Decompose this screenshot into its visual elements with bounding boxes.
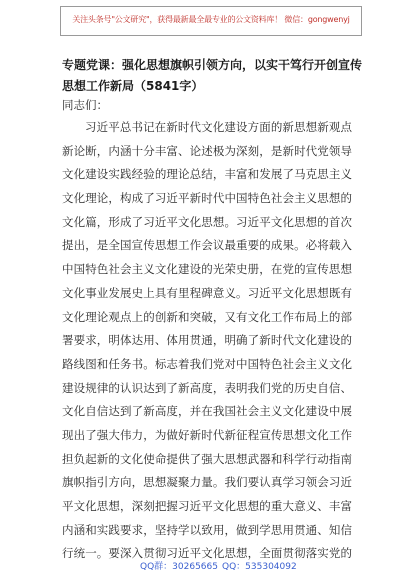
body-line: 文化篇，形成了习近平文化思想。习近平文化思想的首次 [62, 214, 352, 229]
body-line: 文化事业发展史上具有里程碑意义。习近平文化思想既有 [62, 285, 352, 300]
greeting: 同志们： [62, 98, 108, 112]
body-line: 平文化思想，深刻把握习近平文化思想的重大意义、丰富 [62, 499, 352, 513]
body-line: 文化理论，构成了习近平新时代中国特色社会主义思想的 [62, 191, 352, 206]
body-line: 新论断，内涵十分丰富、论述极为深刻，是新时代党领导 [62, 143, 352, 158]
body-line: 行统一。要深入贯彻习近平文化思想，全面贯彻落实党的 [62, 546, 352, 561]
body-line: 文化自信达到了新高度，并在我国社会主义文化建设中展 [62, 404, 352, 419]
body-line: 文化建设实践经验的理论总结，丰富和发展了马克思主义 [62, 167, 352, 182]
body-line: 署要求，明体达用、体用贯通，明确了新时代文化建设的 [62, 333, 352, 348]
document-title-line-1: 专题党课：强化思想旗帜引领方向，以实干笃行开创宣传 [62, 58, 363, 72]
document-title-line-2: 思想工作新局（5841字） [62, 79, 204, 93]
document-title [62, 55, 362, 97]
body-line: 建设规律的认识达到了新高度，表明我们党的历史自信、 [62, 380, 352, 395]
body-line: 路线图和任务书。标志着我们党对中国特色社会主义文化 [62, 356, 352, 371]
body-line: 文化理论观点上的创新和突破，又有文化工作布局上的部 [62, 309, 352, 324]
footer-qq: QQ：535304092 [222, 562, 297, 572]
body-line: 提出，是全国宣传思想工作会议最重要的成果。必将载入 [62, 238, 352, 253]
body-line: 内涵和实践要求，坚持学以致用，做到学思用贯通、知信 [62, 522, 352, 537]
document-body [62, 116, 352, 566]
body-line: 习近平总书记在新时代文化建设方面的新思想新观点 [85, 120, 352, 134]
promo-banner-text: 关注头条号"公文研究"，获得最新最全最专业的公文资料库！ 微信：gongwenyj [72, 15, 350, 24]
promo-banner [60, 6, 362, 36]
body-line: 担负起新的文化使命提供了强大思想武器和科学行动指南 [62, 451, 352, 466]
body-line: 现出了强大伟力，为做好新时代新征程宣传思想文化工作 [62, 427, 352, 442]
body-line: 旗帜指引方向，思想凝聚力量。我们要认真学习领会习近 [62, 475, 352, 490]
page-footer [0, 559, 408, 573]
body-line: 中国特色社会主义文化建设的光荣史册，在党的宣传思想 [62, 262, 352, 277]
footer-qq-group: QQ群：30265665 [140, 562, 218, 572]
